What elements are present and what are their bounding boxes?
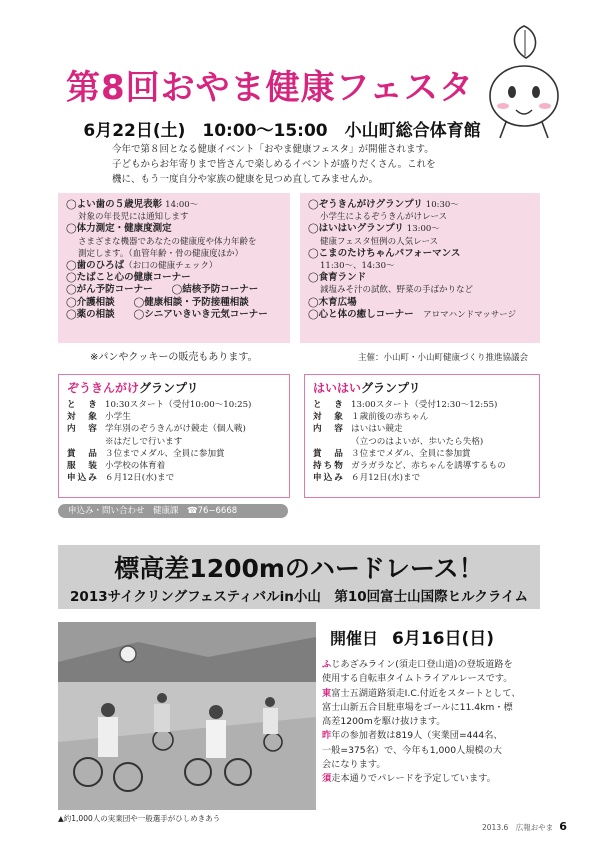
race-row: 服 装 小学校の体育着	[67, 461, 166, 472]
intro-line: 今年で第８回となる健康イベント「おやま健康フェスタ」が開催されます。	[112, 144, 434, 155]
program-item: 減塩みそ汁の試飲、野菜の手ばかりなど	[320, 285, 474, 296]
program-panel-right	[300, 193, 540, 343]
program-item: 測定します。（血管年齢・骨の健康度ほか）	[78, 248, 244, 259]
page-footer	[482, 820, 567, 833]
race-row: 賞 品 ３位までメダル、全員に参加賞	[67, 448, 225, 459]
description-line: 一般=375名）で、今年も1,000人規模の大	[322, 744, 502, 756]
intro-line: 子どもからお年寄りまで皆さんで楽しめるイベントが盛りだくさん。これを	[112, 159, 436, 170]
intro-line: 機に、もう一度自分や家族の健康を見つめ直してみませんか。	[112, 174, 379, 185]
held-date	[330, 624, 494, 649]
program-item: ◯はいはいグランプリ 13:00〜	[308, 223, 440, 235]
description-line: 昨年の参加者数は819人（実業団=444名、	[322, 730, 503, 742]
race-row: 対 象 １歳前後の赤ちゃん	[313, 412, 429, 423]
race-row: ※はだしで行います	[105, 436, 183, 447]
program-item: ◯心と体の癒しコーナー アロマハンドマッサージ	[308, 308, 517, 320]
race-description	[322, 658, 544, 787]
program-item: ◯木育広場	[308, 296, 357, 308]
page-title: 第8回おやま健康フェスタ	[66, 68, 474, 108]
program-item: ◯ぞうきんがけグランプリ 10:30〜	[308, 199, 459, 210]
description-line: 富士山新五合目駐車場をゴールに11.4km・標	[322, 701, 513, 713]
held-label: 開催日	[330, 629, 379, 648]
race-row: 賞 品 ３位までメダル、全員に参加賞	[313, 448, 471, 459]
program-item: ◯よい歯の５歳児表彰 14:00〜	[66, 199, 199, 210]
program-item: ◯こまのたけちゃんパフォーマンス	[308, 247, 461, 259]
race-box-haihai	[304, 374, 540, 498]
contact-bar: 申込み・問い合わせ 健康課 ☎76−6668	[58, 504, 288, 518]
description-line: 使用する自転車タイムトライアルレースです。	[322, 673, 513, 685]
bread-note: ※パンやクッキーの販売もあります。	[90, 352, 258, 363]
program-item: ◯体力測定・健康度測定	[66, 223, 172, 235]
program-item: ◯薬の相談 ◯シニアいきいき元気コーナー	[66, 308, 268, 320]
banner-subtitle: 2013サイクリングフェスティバルin小山 第10回富士山国際ヒルクライム	[70, 589, 528, 605]
organizer-text: 主催：小山町・小山町健康づくり推進協議会	[358, 353, 529, 363]
race-row: と き 10:30スタート（受付10:00〜10:25)	[67, 400, 252, 410]
description-line: 須走本通りでパレードを予定しています。	[322, 773, 496, 785]
description-line: 東富士五湖道路須走I.C.付近をスタートとして、	[322, 687, 521, 699]
race-row: 内 容 学年別のぞうきんがけ競走（個人戦)	[67, 424, 246, 435]
program-item: 健康フェスタ恒例の人気レース	[320, 236, 439, 247]
race-row: 申込み ６月12日(水)まで	[313, 473, 421, 484]
event-date-line: 6月22日(土) 10:00〜15:00 小山町総合体育館	[83, 121, 481, 141]
race-title: はいはいグランプリ	[313, 381, 421, 395]
photo-caption: ▲約1,000人の実業団や一般選手がひしめきあう	[58, 814, 221, 823]
program-item: 11:30〜、14:30〜	[320, 261, 395, 272]
race-row: 持ち物 ガラガラなど、赤ちゃんを誘導するもの	[313, 461, 506, 472]
race-row: （立つのはよいが、歩いたら失格)	[351, 436, 484, 447]
program-item: ◯たばこと心の健康コーナー	[66, 272, 191, 284]
footer-text: 2013.6 広報おやま	[482, 823, 554, 832]
program-item: ◯がん予防コーナー ◯結核予防コーナー	[66, 284, 259, 296]
hillclimb-banner	[58, 545, 540, 609]
description-line: ふじあざみライン(須走口登山道)の登坂道路を	[322, 659, 513, 670]
program-item: ◯食育ランド	[308, 272, 367, 284]
program-item: ◯介護相談 ◯健康相談・予防接種相談	[66, 296, 249, 308]
program-panel-left	[58, 193, 290, 343]
cyclists-photo	[58, 622, 316, 810]
description-line: 高差1200mを駆け抜けます。	[322, 716, 446, 728]
race-row: 申込み ６月12日(水)まで	[67, 473, 175, 484]
race-title: ぞうきんがけグランプリ	[67, 381, 199, 395]
program-item: 対象の年長児には通知します	[78, 212, 189, 223]
race-row: 対 象 小学生	[67, 412, 131, 423]
held-value: 6月16日(日)	[392, 629, 495, 649]
program-item: 小学生によるぞうきんがけレース	[320, 212, 448, 223]
program-item: ◯歯のひろば（お口の健康チェック）	[66, 260, 218, 272]
race-row: 内 容 はいはい競走	[313, 424, 403, 435]
page-number: 6	[559, 820, 567, 833]
banner-title: 標高差1200mのハードレース！	[114, 554, 484, 583]
description-line: 会になります。	[322, 759, 386, 771]
race-box-zoukin	[58, 374, 290, 498]
race-row: と き 13:00スタート（受付12:30〜12:55)	[313, 400, 498, 410]
program-item: さまざまな機器であなたの健康度や体力年齢を	[78, 236, 257, 247]
intro-text	[112, 142, 492, 187]
